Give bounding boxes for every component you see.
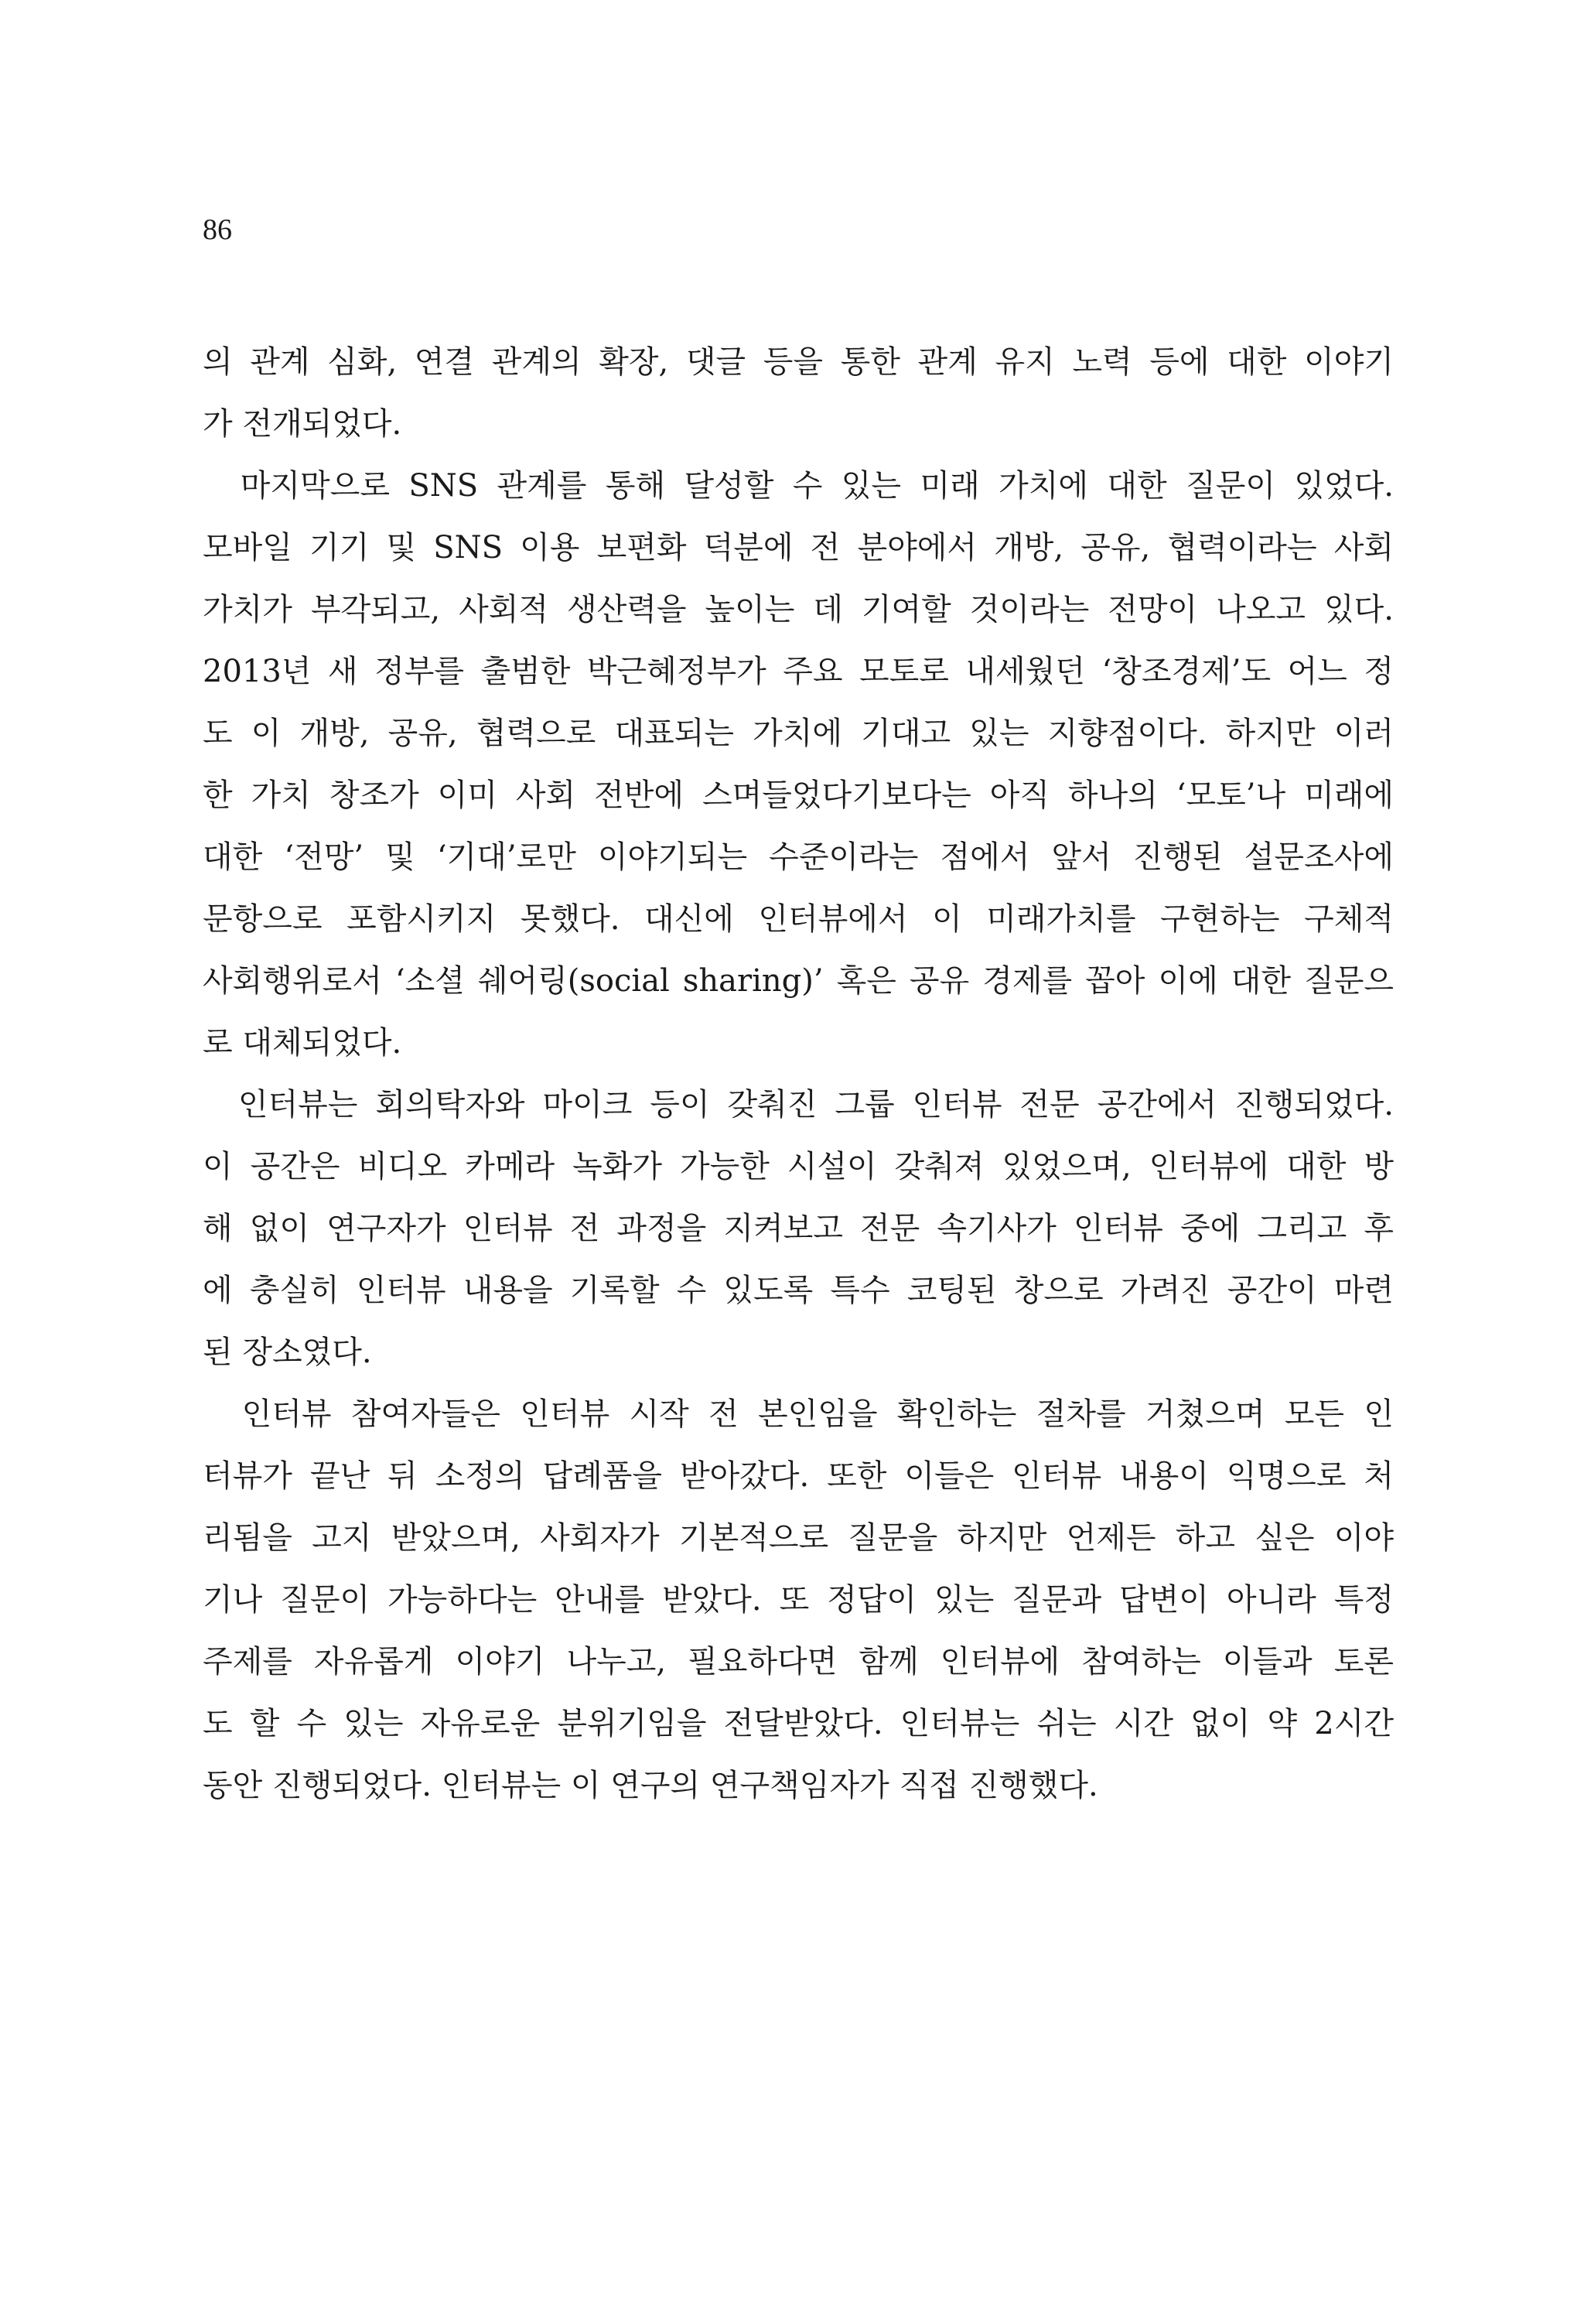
- text-line: 마지막으로 SNS 관계를 통해 달성할 수 있는 미래 가치에 대한 질문이 있었다.: [203, 468, 1394, 504]
- text-line: 이 공간은 비디오 카메라 녹화가 가능한 시설이 갖춰져 있었으며, 인터뷰에 대한 방: [203, 1149, 1394, 1184]
- text-line: 가치가 부각되고, 사회적 생산력을 높이는 데 기여할 것이라는 전망이 나오고 있다.: [203, 592, 1394, 627]
- text-line: 인터뷰 참여자들은 인터뷰 시작 전 본인임을 확인하는 절차를 거쳤으며 모든 인: [203, 1396, 1394, 1432]
- text-line: 도 할 수 있는 자유로운 분위기임을 전달받았다. 인터뷰는 쉬는 시간 없이 약 2시간: [203, 1706, 1394, 1741]
- text-line: 에 충실히 인터뷰 내용을 기록할 수 있도록 특수 코팅된 창으로 가려진 공간이 마련: [203, 1273, 1394, 1308]
- text-line: 해 없이 연구자가 인터뷰 전 과정을 지켜보고 전문 속기사가 인터뷰 중에 그리고 후: [203, 1211, 1394, 1246]
- text-line: 터뷰가 끝난 뒤 소정의 답례품을 받아갔다. 또한 이들은 인터뷰 내용이 익명으로 처: [203, 1458, 1394, 1494]
- text-line: 문항으로 포함시키지 못했다. 대신에 인터뷰에서 이 미래가치를 구현하는 구체적: [203, 901, 1394, 937]
- text-line: 도 이 개방, 공유, 협력으로 대표되는 가치에 기대고 있는 지향점이다. 하지만 이러: [203, 716, 1394, 751]
- body-text: [203, 331, 1394, 1816]
- page-number: 86: [203, 214, 232, 246]
- text-line: 대한 ‘전망’ 및 ‘기대’로만 이야기되는 수준이라는 점에서 앞서 진행된 설문조사에: [203, 839, 1394, 875]
- text-line: 가 전개되었다.: [203, 406, 402, 442]
- text-line: 리됨을 고지 받았으며, 사회자가 기본적으로 질문을 하지만 언제든 하고 싶은 이야: [203, 1520, 1394, 1556]
- text-line: 된 장소였다.: [203, 1335, 372, 1370]
- text-line: 2013년 새 정부를 출범한 박근혜정부가 주요 모토로 내세웠던 ‘창조경제’도 어느 정: [203, 654, 1394, 689]
- text-line: 사회행위로서 ‘소셜 쉐어링(social sharing)’ 혹은 공유 경제를 꼽아 이에 대한 질문으: [203, 963, 1394, 999]
- text-line: 모바일 기기 및 SNS 이용 보편화 덕분에 전 분야에서 개방, 공유, 협력이라는 사회: [203, 530, 1394, 566]
- text-line: 한 가치 창조가 이미 사회 전반에 스며들었다기보다는 아직 하나의 ‘모토’나 미래에: [203, 778, 1394, 813]
- text-line: 로 대체되었다.: [203, 1025, 402, 1061]
- text-line: 의 관계 심화, 연결 관계의 확장, 댓글 등을 통한 관계 유지 노력 등에 대한 이야기: [203, 344, 1394, 380]
- text-line: 인터뷰는 회의탁자와 마이크 등이 갖춰진 그룹 인터뷰 전문 공간에서 진행되었다.: [203, 1087, 1394, 1123]
- text-line: 주제를 자유롭게 이야기 나누고, 필요하다면 함께 인터뷰에 참여하는 이들과 토론: [203, 1644, 1394, 1680]
- text-line: 기나 질문이 가능하다는 안내를 받았다. 또 정답이 있는 질문과 답변이 아니라 특정: [203, 1582, 1394, 1618]
- text-line: 동안 진행되었다. 인터뷰는 이 연구의 연구책임자가 직접 진행했다.: [203, 1768, 1098, 1803]
